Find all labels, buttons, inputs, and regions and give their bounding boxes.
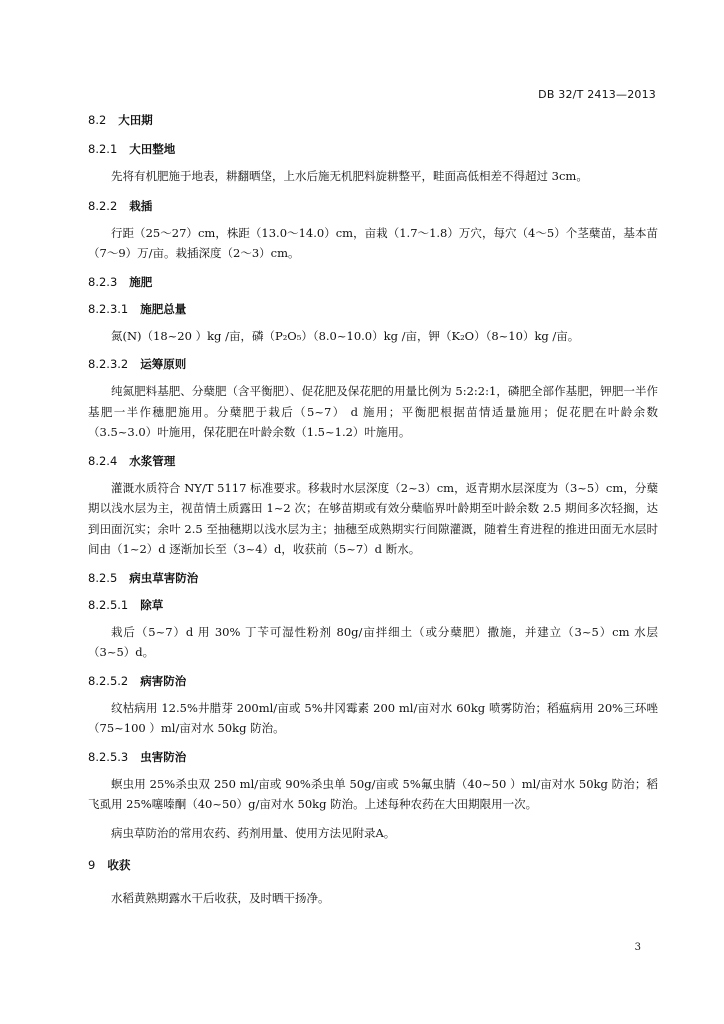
heading-title: 施肥总量 <box>140 301 187 316</box>
heading-8-2-4 <box>88 455 658 468</box>
heading-title: 运筹原则 <box>140 357 187 371</box>
heading-number: 8.2.5.1 <box>88 597 129 612</box>
heading-title: 大田期 <box>118 113 153 127</box>
heading-number: 8.2.3 <box>88 274 118 289</box>
paragraph-8-2-5-3-appendix: 病虫草防治的常用农药、药剂用量、使用方法见附录A。 <box>111 825 396 840</box>
heading-title: 收获 <box>107 858 131 872</box>
heading-number: 8.2.5 <box>88 570 118 585</box>
paragraph-8-2-3-2: 纯氮肥料基肥、分蘖肥（含平衡肥）、促花肥及保花肥的用量比例为 5:2:2:1，磷肥全部作基肥，钾肥一半作基肥一半作穗肥施用。分蘖肥于栽后（5~7） d 施用；平衡肥根据苗情适量施用；促花肥在叶龄余数（3.5~3.0）叶施用，保花肥在叶龄余数（1.5~1.2）叶施用。 <box>88 384 658 439</box>
paragraph-9: 水稻黄熟期露水干后收获，及时晒干扬净。 <box>111 891 330 905</box>
heading-number: 8.2.1 <box>88 142 118 156</box>
heading-title: 虫害防治 <box>140 749 187 764</box>
heading-8-2-3 <box>88 276 658 289</box>
heading-title: 病虫草害防治 <box>129 570 199 585</box>
heading-number: 8.2.5.3 <box>88 749 129 764</box>
heading-title: 水浆管理 <box>129 453 176 468</box>
heading-8-2-2 <box>88 200 658 213</box>
heading-number: 8.2 <box>88 113 107 127</box>
heading-8-2-5 <box>88 572 658 585</box>
heading-8-2-5-1 <box>88 599 658 612</box>
paragraph-8-2-4: 灌溉水质符合 NY/T 5117 标准要求。移栽时水层深度（2~3）cm，返青期水层深度为（3~5）cm，分蘖期以浅水层为主，视苗情土质露田 1~2 次；在够苗期或有效分蘖临界叶龄期至叶龄余数 2.5 期间多次轻搁，达到田面沉实；余叶 2.5 至抽穗期以浅水层为主；抽穗至成熟期实行间隙灌溉，随着生育进程的推进田面无水层时间由（1~2）d 逐渐加长至（3~4）d，收获前（5~7）d 断水。 <box>88 480 658 556</box>
heading-8-2-3-2 <box>88 358 658 371</box>
document-code: DB 32/T 2413—2013 <box>538 88 656 101</box>
heading-8-2 <box>88 114 658 127</box>
heading-number: 8.2.2 <box>88 198 118 213</box>
paragraph-8-2-5-1: 栽后（5~7）d 用 30% 丁苄可湿性粉剂 80g/亩拌细土（或分蘖肥）撒施，并建立（3~5）cm 水层（3~5）d。 <box>88 624 658 659</box>
paragraph-8-2-5-2: 纹枯病用 12.5%井腊芽 200ml/亩或 5%井冈霉素 200 ml/亩对水 60kg 喷雾防治；稻瘟病用 20%三环唑（75~100 ）ml/亩对水 50kg 防治。 <box>88 700 658 735</box>
heading-8-2-1 <box>88 143 658 156</box>
heading-8-2-5-3 <box>88 751 658 764</box>
heading-number: 8.2.3.2 <box>88 357 129 371</box>
paragraph-8-2-3-1: 氮(N)（18~20 ）kg /亩，磷（P₂O₅）（8.0~10.0）kg /亩，钾（K₂O）（8~10）kg /亩。 <box>111 328 580 343</box>
document-body <box>88 114 658 909</box>
heading-9 <box>88 859 658 872</box>
heading-number: 8.2.4 <box>88 453 118 468</box>
heading-title: 施肥 <box>129 274 153 289</box>
heading-number: 8.2.3.1 <box>88 301 129 316</box>
paragraph-8-2-5-3-pests: 螟虫用 25%杀虫双 250 ml/亩或 90%杀虫单 50g/亩或 5%氟虫腈（40~50 ）ml/亩对水 50kg 防治；稻飞虱用 25%噻嗪酮（40~50）g/亩对水 50kg 防治。上述每种农药在大田期限用一次。 <box>88 776 658 811</box>
page-number: 3 <box>634 942 641 953</box>
heading-title: 病害防治 <box>140 673 187 688</box>
heading-title: 大田整地 <box>129 142 176 156</box>
heading-8-2-3-1 <box>88 303 658 316</box>
heading-title: 栽插 <box>129 198 153 213</box>
heading-8-2-5-2 <box>88 675 658 688</box>
heading-number: 9 <box>88 858 96 872</box>
heading-number: 8.2.5.2 <box>88 673 129 688</box>
heading-title: 除草 <box>140 597 164 612</box>
paragraph-8-2-1: 先将有机肥施于地表，耕翻晒垡，上水后施无机肥料旋耕整平，畦面高低相差不得超过 3cm。 <box>111 169 588 183</box>
paragraph-8-2-2: 行距（25～27）cm，株距（13.0～14.0）cm，亩栽（1.7～1.8）万穴，每穴（4～5）个茎蘖苗，基本苗（7～9）万/亩。栽插深度（2～3）cm。 <box>88 225 658 260</box>
